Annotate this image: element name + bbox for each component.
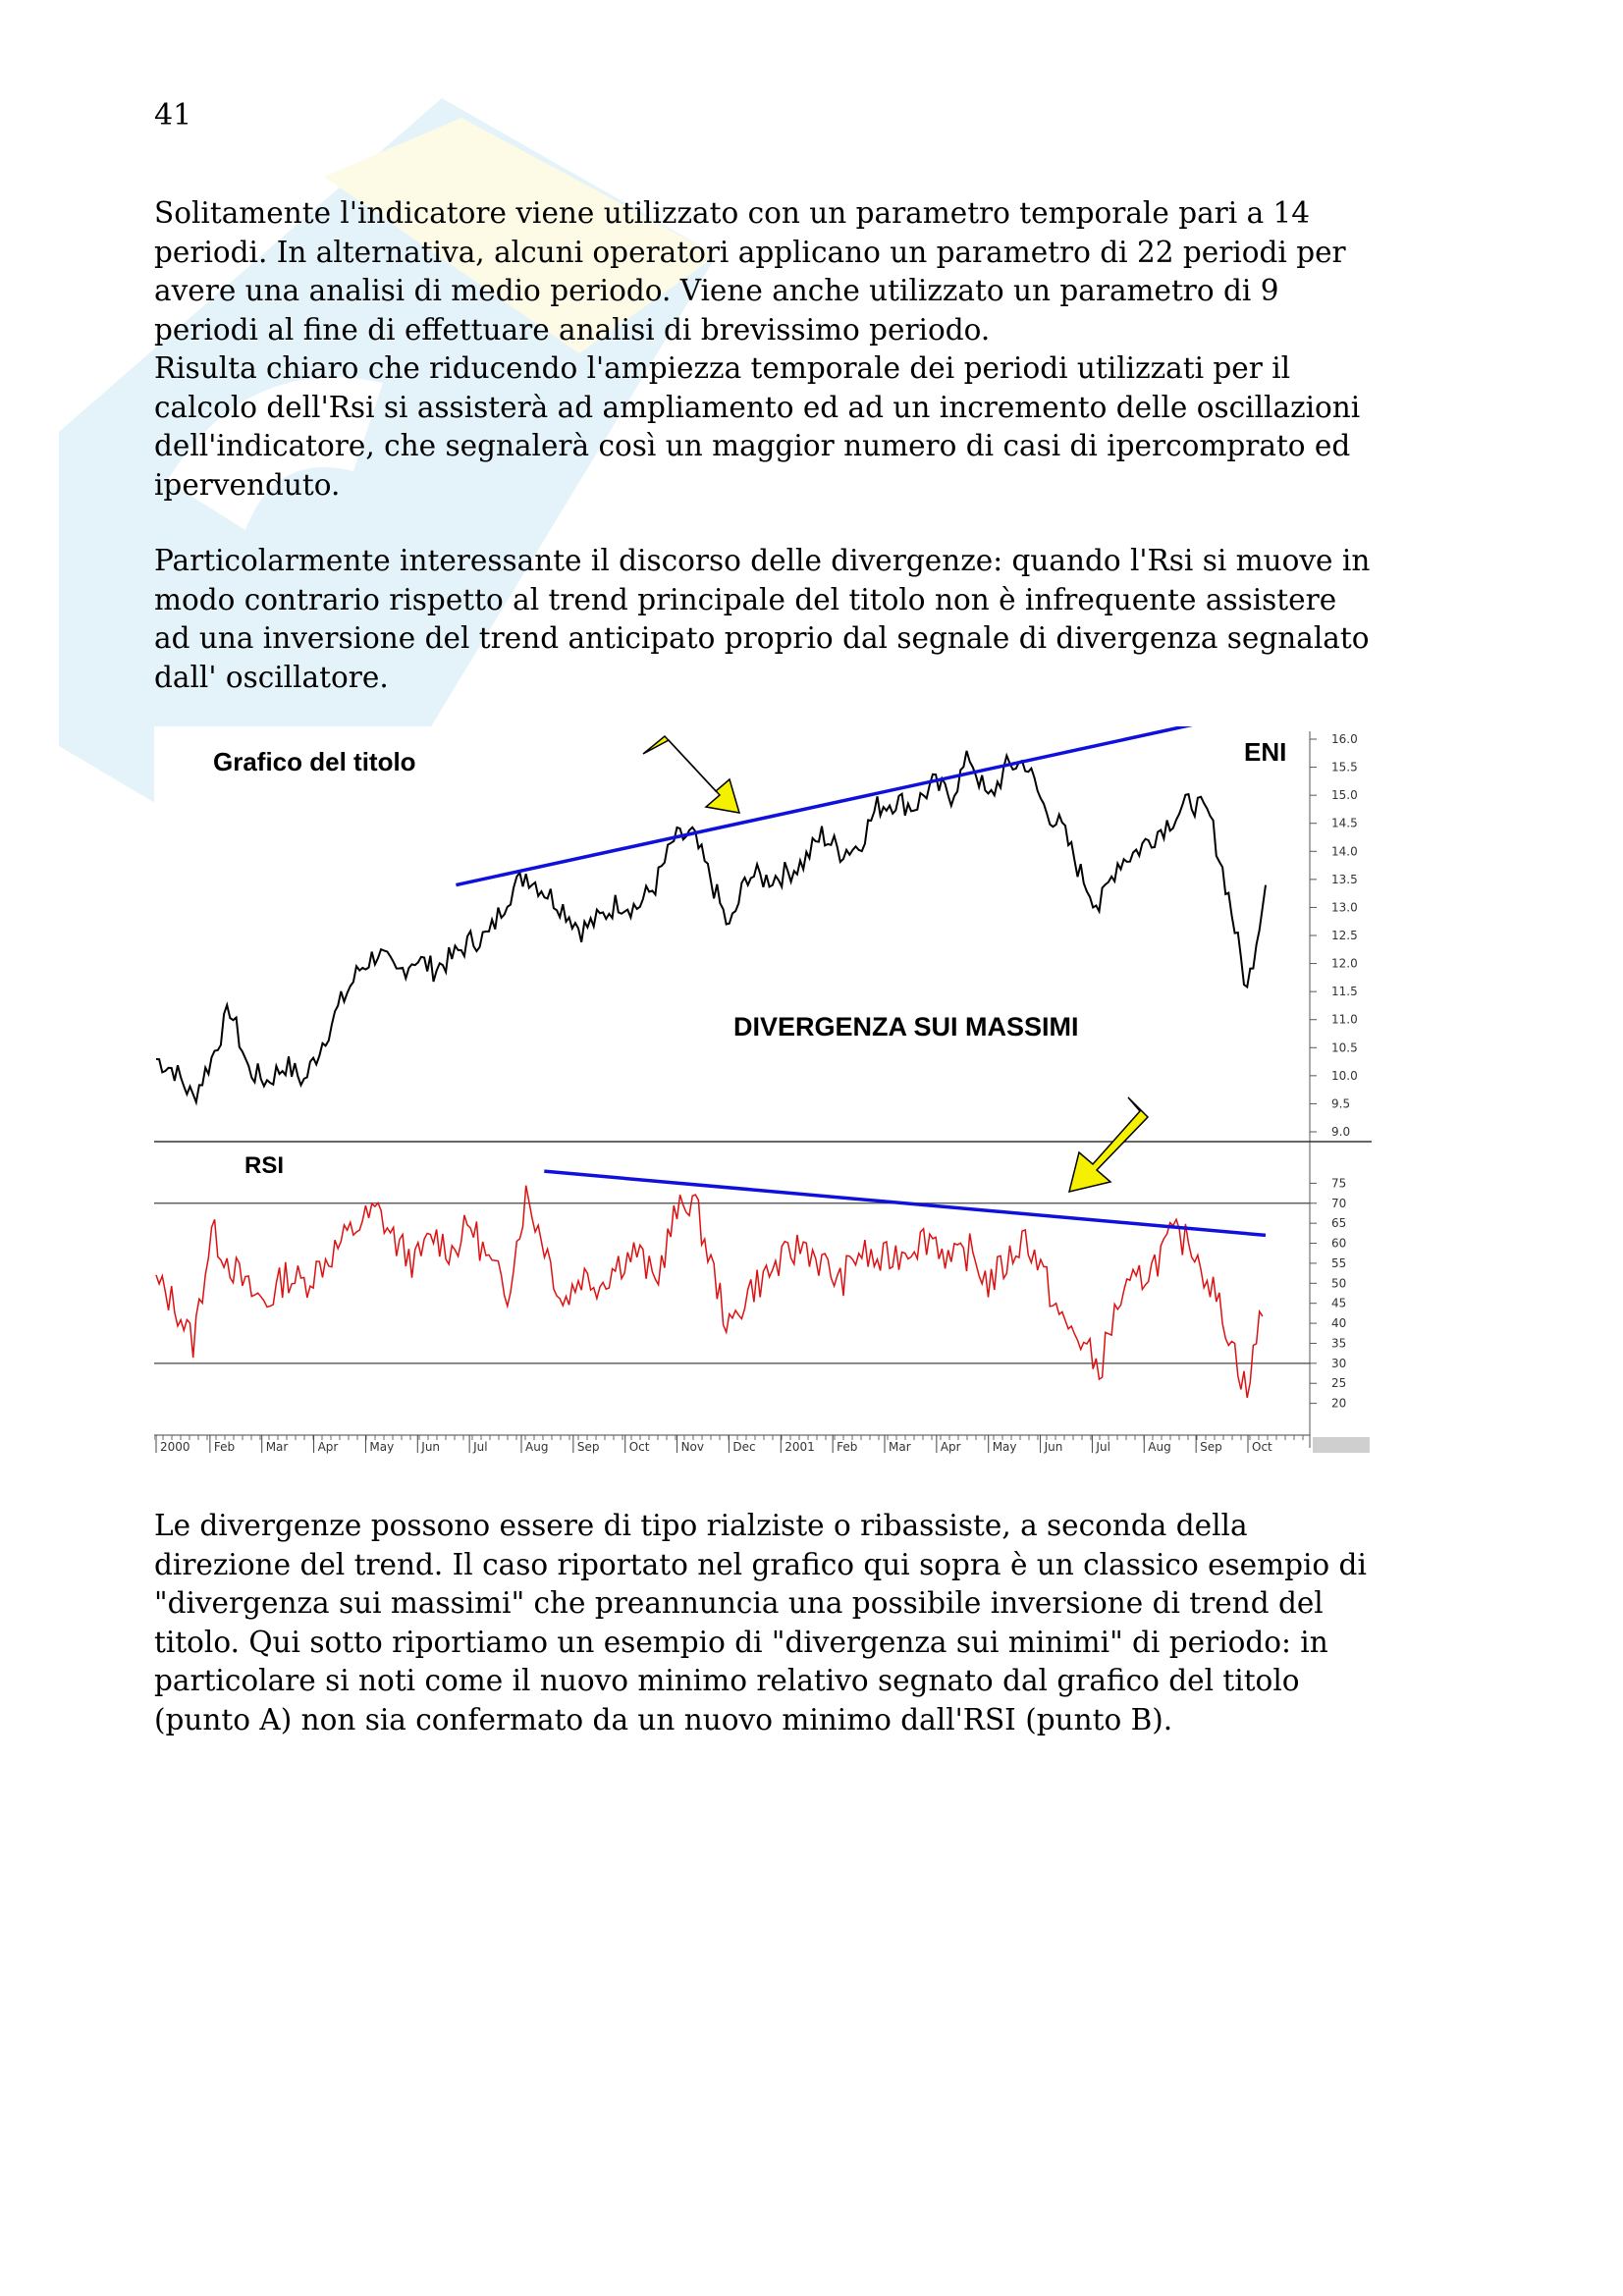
month-label: Apr [317, 1440, 339, 1454]
text-line: Le divergenze possono essere di tipo rialziste o ribassiste, a seconda della [154, 1509, 1248, 1542]
price-tick-label: 9.5 [1331, 1096, 1351, 1111]
month-label: Dec [732, 1440, 756, 1454]
month-label: Aug [525, 1440, 549, 1454]
text-line: titolo. Qui sotto riportiamo un esempio di "divergenza sui minimi" di periodo: in [154, 1625, 1328, 1659]
text-line: avere una analisi di medio periodo. Viene anche utilizzato un parametro di 9 [154, 274, 1279, 307]
text-line: modo contrario rispetto al trend principale del titolo non è infrequente assistere [154, 582, 1337, 616]
text-line: direzione del trend. Il caso riportato nel grafico qui sopra è un classico esempio di [154, 1547, 1367, 1581]
eni-rsi-chart [154, 726, 1372, 1463]
price-tick-label: 14.0 [1331, 844, 1358, 859]
paragraph-rsi-parameters [154, 194, 1489, 505]
price-tick-label: 16.0 [1331, 732, 1358, 746]
month-label: Feb [837, 1440, 858, 1454]
text-line: particolare si noti come il nuovo minimo relativo segnato dal grafico del titolo [154, 1664, 1300, 1697]
text-line: periodi. In alternativa, alcuni operatori applicano un parametro di 22 periodi per [154, 235, 1346, 269]
text-line: dell'indicatore, che segnalerà così un maggior numero di casi di ipercomprato ed [154, 429, 1351, 462]
paragraph-divergence-types [154, 1507, 1489, 1739]
text-line: dall' oscillatore. [154, 660, 389, 694]
divergence-annotation: DIVERGENZA SUI MASSIMI [733, 1012, 1079, 1041]
text-line: ad una inversione del trend anticipato proprio dal segnale di divergenza segnalato [154, 621, 1370, 655]
month-label: Aug [1148, 1440, 1171, 1454]
rsi-tick-label: 55 [1331, 1255, 1347, 1270]
paragraph-divergences [154, 542, 1489, 697]
price-tick-label: 12.5 [1331, 929, 1358, 942]
rsi-tick-label: 65 [1331, 1216, 1347, 1231]
price-tick-label: 11.5 [1331, 985, 1358, 999]
month-label: May [992, 1440, 1017, 1454]
month-label: 2000 [160, 1440, 190, 1454]
axis-corner-box [1313, 1437, 1370, 1453]
rsi-tick-label: 50 [1331, 1276, 1347, 1291]
price-tick-label: 15.5 [1331, 760, 1358, 774]
text-line: Particolarmente interessante il discorso delle divergenze: quando l'Rsi si muove in [154, 544, 1371, 577]
month-label: Jun [421, 1440, 441, 1454]
month-label: Jul [473, 1440, 488, 1454]
text-line: ipervenduto. [154, 467, 341, 502]
text-line: (punto A) non sia confermato da un nuovo minimo dall'RSI (punto B). [154, 1702, 1173, 1736]
month-label: Oct [628, 1440, 650, 1454]
page-number: 41 [154, 98, 192, 133]
price-tick-label: 9.0 [1331, 1125, 1351, 1139]
text-line: periodi al fine di effettuare analisi di brevissimo periodo. [154, 312, 991, 347]
month-label: Jun [1044, 1440, 1063, 1454]
text-line: calcolo dell'Rsi si assisterà ad ampliamento ed ad un incremento delle oscillazioni [154, 390, 1361, 424]
price-tick-label: 14.5 [1331, 816, 1358, 830]
rsi-tick-label: 70 [1331, 1196, 1347, 1210]
price-chart-title: Grafico del titolo [213, 747, 416, 776]
price-tick-label: 13.5 [1331, 872, 1358, 886]
month-label: Jul [1096, 1440, 1110, 1454]
month-label: Feb [213, 1440, 236, 1454]
price-tick-label: 10.5 [1331, 1041, 1358, 1055]
rsi-tick-label: 25 [1331, 1376, 1347, 1391]
month-label: 2001 [784, 1440, 815, 1454]
month-label: Sep [1200, 1440, 1222, 1454]
rsi-tick-label: 60 [1331, 1236, 1347, 1251]
price-tick-label: 10.0 [1331, 1068, 1358, 1083]
month-label: Mar [265, 1440, 289, 1454]
month-label: Nov [680, 1440, 704, 1454]
rsi-tick-label: 75 [1331, 1176, 1347, 1191]
month-label: Oct [1252, 1440, 1272, 1454]
price-tick-label: 15.0 [1331, 788, 1358, 803]
chart-canvas [154, 726, 1372, 1463]
month-label: Sep [576, 1440, 600, 1454]
text-line: "divergenza sui massimi" che preannuncia una possibile inversione di trend del [154, 1586, 1324, 1620]
rsi-tick-label: 30 [1331, 1356, 1347, 1370]
month-label: May [369, 1440, 395, 1454]
rsi-tick-label: 40 [1331, 1316, 1347, 1331]
ticker-label: ENI [1244, 737, 1287, 767]
text-line: Risulta chiaro che riducendo l'ampiezza temporale dei periodi utilizzati per il [154, 351, 1291, 385]
rsi-tick-label: 35 [1331, 1336, 1347, 1351]
price-tick-label: 12.0 [1331, 956, 1358, 971]
rsi-tick-label: 45 [1331, 1296, 1347, 1310]
rsi-tick-label: 20 [1331, 1396, 1347, 1411]
price-tick-label: 11.0 [1331, 1012, 1358, 1027]
text-line: Solitamente l'indicatore viene utilizzato con un parametro temporale pari a 14 [154, 196, 1311, 230]
month-label: Mar [889, 1440, 911, 1454]
price-tick-label: 13.0 [1331, 900, 1358, 915]
month-label: Apr [940, 1440, 961, 1454]
rsi-chart-title: RSI [244, 1152, 285, 1179]
